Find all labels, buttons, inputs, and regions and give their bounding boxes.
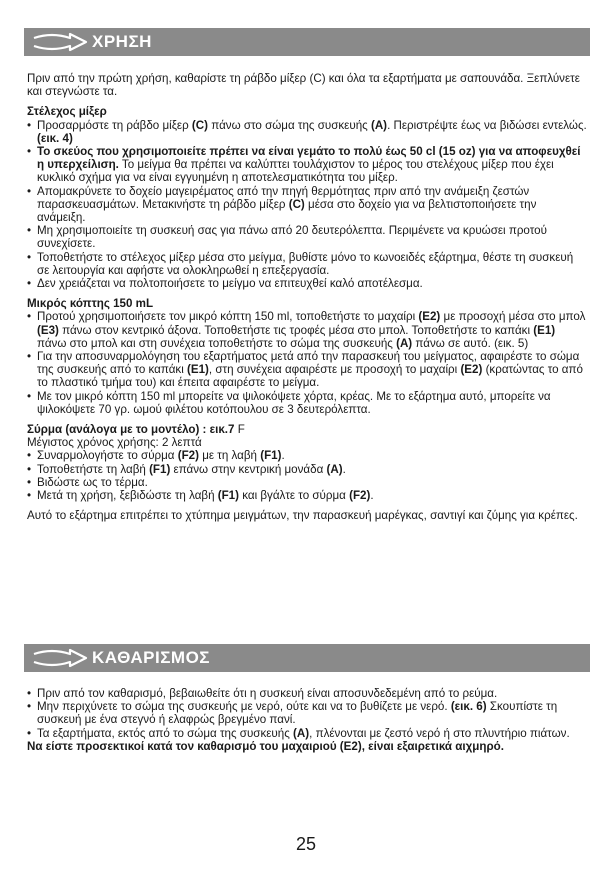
arrow-icon (30, 28, 90, 56)
chopper-list (27, 310, 587, 416)
page-number: 25 (295, 834, 317, 854)
section-title-cleaning: ΚΑΘΑΡΙΣΜΟΣ (92, 648, 210, 667)
list-item: • Τοποθετήστε τη λαβή (F1) επάνω στην κεντρική μονάδα (A). (27, 463, 587, 476)
list-item: • Απομακρύνετε το δοχείο μαγειρέματος από την πηγή θερμότητας πριν από την ανάμειξη ζεστών παρασκευασμάτων. Μετακινήστε τη ράβδο μίξερ (C) μέσα στο δοχείο για να βελτιστοποιήσετε την ανάμειξη. (27, 185, 587, 225)
list-item: • Βιδώστε ως το τέρμα. (27, 476, 587, 489)
whisk-max-time: Μέγιστος χρόνος χρήσης: 2 λεπτά (27, 436, 202, 450)
list-item: • Τοποθετήστε το στέλεχος μίξερ μέσα στο μείγμα, βυθίστε μόνο το κωνοειδές εξάρτημα, θέστε τη συσκευή σε λειτουργία και αφήστε να ολοκληρωθεί η επεξεργασία. (27, 251, 587, 277)
list-item: • Το σκεύος που χρησιμοποιείτε πρέπει να είναι γεμάτο το πολύ έως 50 cl (15 oz) για να αποφευχθεί η υπερχείλιση. Το μείγμα θα πρέπει να καλύπτει τουλάχιστον το μέρος του στελέχους μίξερ που έχει κυκλικό σχήμα για να είναι εγγυημένη η αποτελεσματικότητα του μίξερ. (27, 145, 587, 185)
mixer-stick-list (27, 119, 587, 291)
list-item: • Για την αποσυναρμολόγηση του εξαρτήματος μετά από την παρασκευή του μείγματος, αφαιρέστε το σώμα της συσκευής από το καπάκι (E1), στη συνέχεια αφαιρέστε με προσοχή το μαχαίρι (E2) (κρατώντας το από το πλαστικό τμήμα του) και έπειτα αφαιρέστε το μείγμα. (27, 350, 587, 390)
usage-intro: Πριν από την πρώτη χρήση, καθαρίστε τη ράβδο μίξερ (C) και όλα τα εξαρτήματα με σαπουνάδα. Ξεπλύνετε και στεγνώστε τα. (27, 72, 580, 99)
section-header-cleaning (24, 644, 590, 672)
whisk-note: Αυτό το εξάρτημα επιτρέπει το χτύπημα μειγμάτων, την παρασκευή μαρέγκας, σαντιγί και ζύμης για κρέπες. (27, 509, 578, 523)
mixer-stick-heading: Στέλεχος μίξερ (27, 105, 107, 119)
list-item: • Προσαρμόστε τη ράβδο μίξερ (C) πάνω στο σώμα της συσκευής (A). Περιστρέψτε έως να βιδώσει εντελώς. (εικ. 4) (27, 119, 587, 145)
list-item: • Με τον μικρό κόπτη 150 ml μπορείτε να ψιλοκόψετε χόρτα, κρέας. Με το εξάρτημα αυτό, μπορείτε να ψιλοκόψετε 70 γρ. ωμού φιλέτου κοτόπουλου σε 3 δευτερόλεπτα. (27, 390, 587, 416)
cleaning-section (27, 687, 587, 753)
list-item: • Πριν από τον καθαρισμό, βεβαιωθείτε ότι η συσκευή είναι αποσυνδεδεμένη από το ρεύμα. (27, 687, 587, 700)
list-item: • Συναρμολογήστε το σύρμα (F2) με τη λαβή (F1). (27, 449, 587, 462)
section-title-usage: ΧΡΗΣΗ (92, 32, 152, 51)
chopper-heading: Μικρός κόπτης 150 mL (27, 297, 154, 311)
list-item: • Μετά τη χρήση, ξεβιδώστε τη λαβή (F1) και βγάλτε το σύρμα (F2). (27, 489, 587, 502)
list-item: • Προτού χρησιμοποιήσετε τον μικρό κόπτη 150 ml, τοποθετήστε το μαχαίρι (E2) με προσοχή μέσα στο μπολ (E3) πάνω στον κεντρικό άξονα. Τοποθετήστε τις τροφές μέσα στο μπολ. Τοποθετήστε το καπάκι (E1) πάνω στο μπολ και στη συνέχεια τοποθετήστε το σώμα της συσκευής (A) πάνω σε αυτό. (εικ. 5) (27, 310, 587, 350)
list-item: • Μη χρησιμοποιείτε τη συσκευή σας για πάνω από 20 δευτερόλεπτα. Περιμένετε να κρυώσει προτού συνεχίσετε. (27, 224, 587, 250)
list-item: • Δεν χρειάζεται να πολτοποιήσετε το μείγμο να επιτευχθεί καλό αποτέλεσμα. (27, 277, 587, 290)
cleaning-list (27, 687, 587, 740)
cleaning-warning: Να είστε προσεκτικοί κατά τον καθαρισμό του μαχαιριού (E2), είναι εξαιρετικά αιχμηρό. (27, 739, 504, 753)
list-item: • Μην περιχύνετε το σώμα της συσκευής με νερό, ούτε και να το βυθίζετε με νερό. (εικ. 6) Σκουπίστε τη συσκευή με ένα στεγνό ή ελαφρώς βρεγμένο πανί. (27, 700, 587, 726)
list-item: • Τα εξαρτήματα, εκτός από το σώμα της συσκευής (A), πλένονται με ζεστό νερό ή στο πλυντήριο πιάτων. (27, 727, 587, 740)
section-header-usage (24, 28, 590, 56)
arrow-icon (30, 644, 90, 672)
usage-section (27, 72, 587, 523)
whisk-heading: Σύρμα (ανάλογα με το μοντέλο) : εικ.7 F (27, 423, 245, 437)
whisk-list (27, 449, 587, 502)
